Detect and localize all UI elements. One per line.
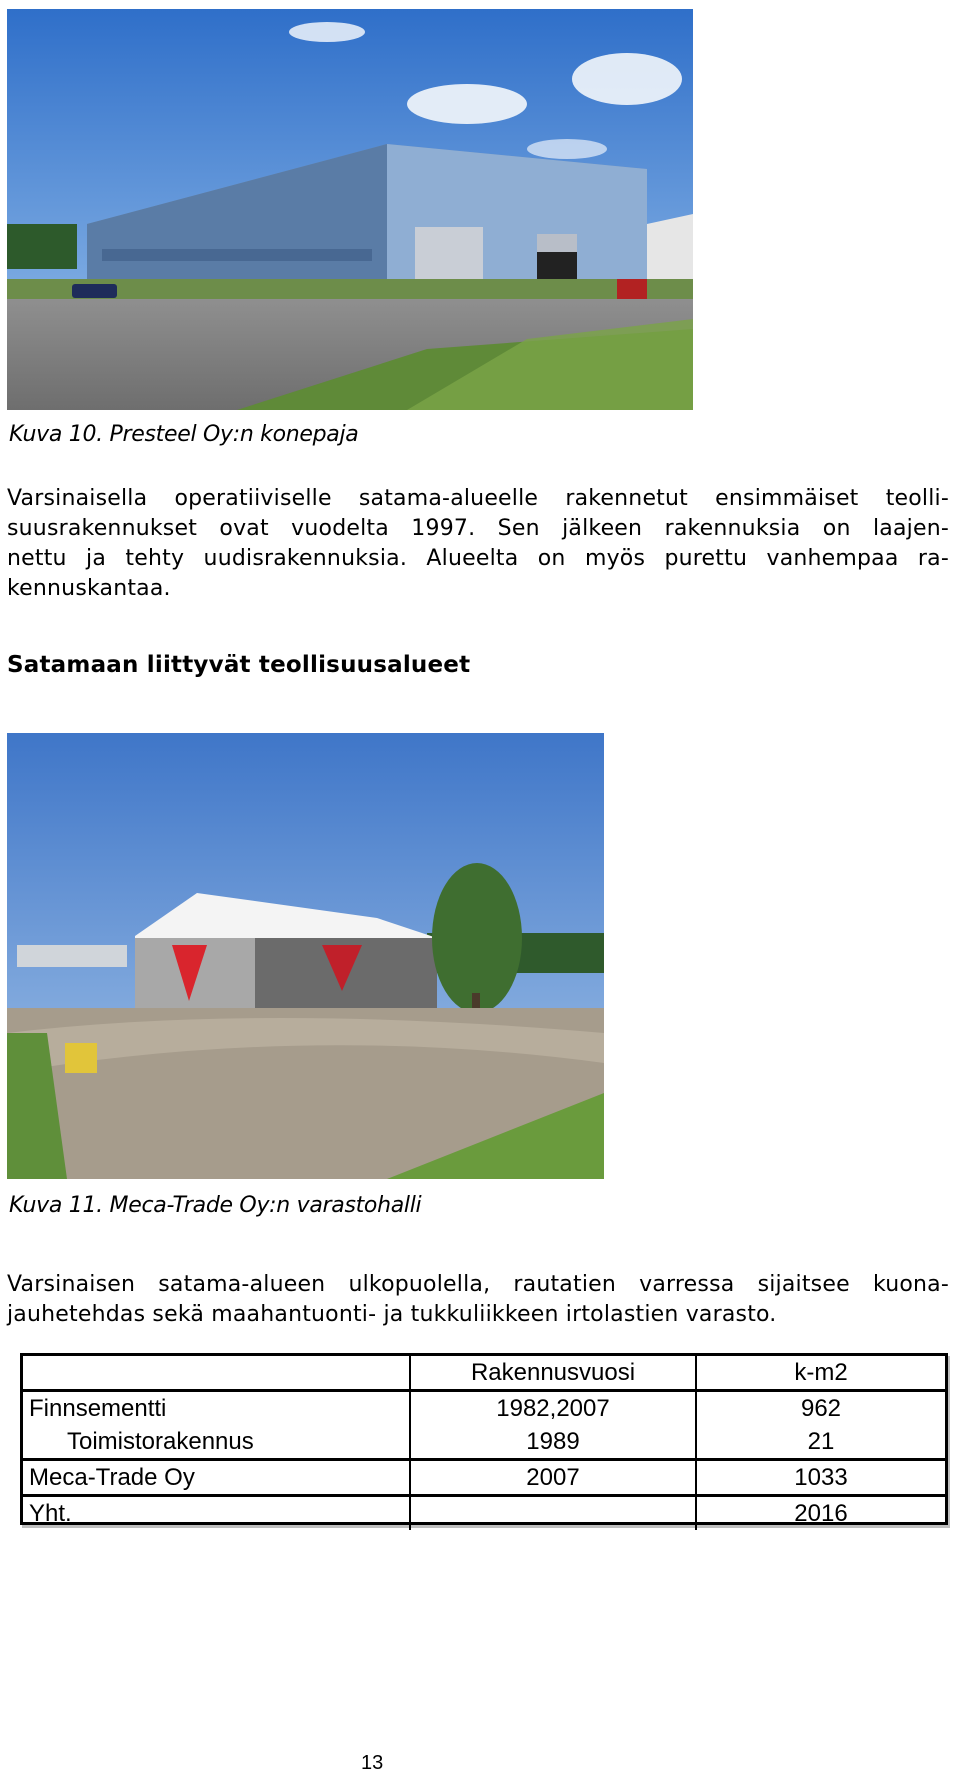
table-cell-area: 2016 bbox=[794, 1499, 848, 1527]
paragraph-line: nettu ja tehty uudisrakennuksia. Alueelta on myös purettu vanhempaa ra- bbox=[7, 546, 949, 571]
table-row bbox=[23, 1460, 945, 1496]
table-cell-area: 1033 bbox=[696, 1460, 945, 1496]
table-header-cell: k-m2 bbox=[696, 1356, 945, 1391]
table-row bbox=[23, 1425, 945, 1460]
table-cell-year bbox=[410, 1496, 696, 1531]
paragraph-line: suusrakennukset ovat vuodelta 1997. Sen jälkeen rakennuksia on laajen- bbox=[7, 516, 949, 541]
paragraph-line: Varsinaisella operatiiviselle satama-alueelle rakennetut ensimmäiset teolli- bbox=[7, 486, 949, 511]
body-paragraph bbox=[7, 484, 949, 604]
paragraph-line: Varsinaisen satama-alueen ulkopuolella, rautatien varressa sijaitsee kuona- bbox=[7, 1272, 949, 1297]
table-cell-name: Finnsementti bbox=[23, 1391, 410, 1426]
table-row bbox=[23, 1391, 945, 1426]
page-number: 13 bbox=[361, 1752, 384, 1774]
photo-meca-trade-warehouse bbox=[7, 733, 604, 1179]
figure-caption: Kuva 10. Presteel Oy:n konepaja bbox=[9, 422, 359, 447]
table-cell-name: Toimistorakennus bbox=[23, 1425, 410, 1460]
figure-caption: Kuva 11. Meca-Trade Oy:n varastohalli bbox=[9, 1193, 422, 1218]
table-total-row bbox=[23, 1496, 945, 1531]
table-cell-name: Yht. bbox=[23, 1496, 410, 1531]
table-cell-area: 21 bbox=[696, 1425, 945, 1460]
table-cell-year: 2007 bbox=[410, 1460, 696, 1496]
section-heading: Satamaan liittyvät teollisuusalueet bbox=[7, 652, 471, 678]
table-header-cell: Rakennusvuosi bbox=[410, 1356, 696, 1391]
table-cell-area: 962 bbox=[800, 1394, 842, 1422]
table-cell-year: 1989 bbox=[410, 1425, 696, 1460]
paragraph-line: kennuskantaa. bbox=[7, 576, 171, 601]
paragraph-line: jauhetehdas sekä maahantuonti- ja tukkuliikkeen irtolastien varasto. bbox=[7, 1302, 777, 1327]
body-paragraph bbox=[7, 1270, 949, 1330]
table-header-row bbox=[23, 1356, 945, 1391]
buildings-table bbox=[20, 1353, 948, 1525]
photo-presteel-workshop bbox=[7, 9, 693, 410]
table-header-cell bbox=[23, 1356, 410, 1391]
table-cell-name: Meca-Trade Oy bbox=[23, 1460, 410, 1496]
table-cell-year: 1982,2007 bbox=[410, 1391, 696, 1426]
